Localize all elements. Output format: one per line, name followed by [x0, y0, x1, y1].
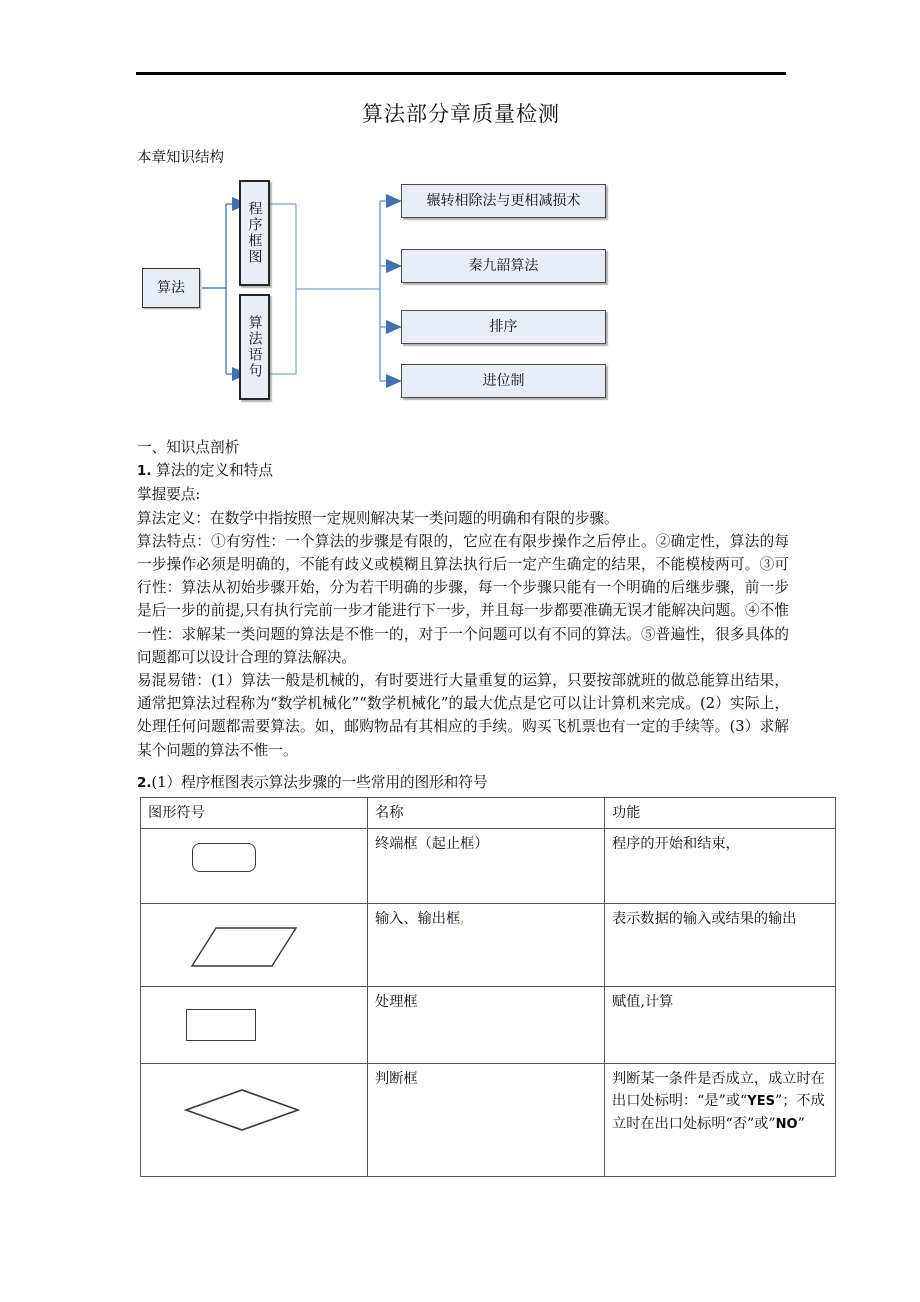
table-row [141, 1064, 836, 1177]
diagram-leaf-euclidean: 辗转相除法与更相减损术 [401, 184, 606, 218]
diagram-leaf-sorting: 排序 [401, 310, 606, 344]
body-text-block [137, 436, 789, 762]
cell-shape-process [141, 987, 368, 1064]
cell-shape-decision [141, 1064, 368, 1177]
item1-number: 1. [137, 463, 152, 480]
header-rule [136, 72, 786, 75]
table-row [141, 829, 836, 904]
terminal-shape-icon [148, 833, 360, 899]
knowledge-structure-diagram [136, 172, 796, 402]
decision-func-end: ” [797, 1116, 805, 1132]
decision-func-yes: YES [747, 1094, 775, 1109]
cell-name-io-mark: , [460, 911, 465, 927]
table-caption [137, 771, 488, 792]
item1-title: 算法的定义和特点 [156, 462, 273, 480]
item2-number: 2. [137, 775, 152, 791]
rectangle-shape-icon [148, 991, 360, 1059]
algorithm-definition: 算法定义：在数学中指按照一定规则解决某一类问题的明确和有限的步骤。 [137, 509, 619, 527]
decision-func-quote-open: “ [740, 1093, 748, 1109]
cell-function-process: 赋值,计算 [605, 987, 836, 1064]
table-header-symbol: 图形符号 [141, 798, 368, 829]
cell-function-decision [605, 1064, 836, 1177]
decision-func-part1: 判断某一条件是否成立，成立时在出口处标明：“是”或 [612, 1071, 825, 1109]
cell-name-decision: 判断框 [368, 1064, 605, 1177]
item2-title: (1）程序框图表示算法步骤的一些常用的图形和符号 [151, 774, 488, 791]
cell-shape-io [141, 904, 368, 987]
cell-shape-terminal [141, 829, 368, 904]
table-row [141, 987, 836, 1064]
diagram-node-root: 算法 [142, 268, 200, 308]
cell-function-io: 表示数据的输入或结果的输出 [605, 904, 836, 987]
table-header-name: 名称 [368, 798, 605, 829]
table-header-row [141, 798, 836, 829]
algorithm-confusions: 易混易错：(1）算法一般是机械的，有时要进行大量重复的运算，只要按部就班的做总能算出结果，通常把算法过程称为“数学机械化”“数学机械化”的最大优点是它可以让计算机来完成。(2）实际上，处理任何问题都需要算法。如，邮购物品有其相应的手续。购买飞机票也有一定的手续等。(3）求解某个问题的算法不惟一。 [137, 672, 789, 759]
item1-line [137, 459, 789, 483]
table-row [141, 904, 836, 987]
algorithm-features: 算法特点：①有穷性：一个算法的步骤是有限的，它应在有限步操作之后停止。②确定性，算法的每一步操作必须是明确的，不能有歧义或模糊且算法执行后一定产生确定的结果，不能模棱两可。③可行性：算法从初始步骤开始，分为若干明确的步骤，每一个步骤只能有一个明确的后继步骤，前一步是后一步的前提,只有执行完前一步才能进行下一步，并且每一步都要准确无误才能解决问题。④不惟一性：求解某一类问题的算法是不惟一的，对于一个问题可以有不同的算法。⑤普遍性，很多具体的问题都可以设计合理的算法解决。 [137, 532, 789, 666]
section-heading-1: 一、知识点剖析 [137, 439, 240, 456]
decision-func-no: NO [775, 1117, 798, 1132]
cell-name-terminal: 终端框（起止框） [368, 829, 605, 904]
structure-label: 本章知识结构 [137, 150, 224, 166]
cell-function-terminal: 程序的开始和结束， [605, 829, 836, 904]
diagram-leaf-qinjiushao: 秦九韶算法 [401, 249, 606, 283]
diagram-leaf-numbersystem: 进位制 [401, 364, 606, 398]
page-title: 算法部分章质量检测 [362, 102, 560, 126]
diamond-shape-icon [148, 1068, 360, 1172]
cell-name-process: 处理框 [368, 987, 605, 1064]
table-header-function: 功能 [605, 798, 836, 829]
cell-name-io-text: 输入、输出框 [375, 911, 461, 927]
diagram-node-flowchart: 程序框图 [239, 180, 270, 286]
diagram-node-statements: 算法语句 [239, 294, 270, 400]
cell-name-io [368, 904, 605, 987]
flowchart-symbols-table [140, 797, 836, 1177]
decision-func-part2: ”；不成立时在出口处标明“否”或” [612, 1093, 825, 1132]
key-points-label: 掌握要点: [137, 486, 201, 504]
parallelogram-shape-icon [148, 908, 360, 982]
